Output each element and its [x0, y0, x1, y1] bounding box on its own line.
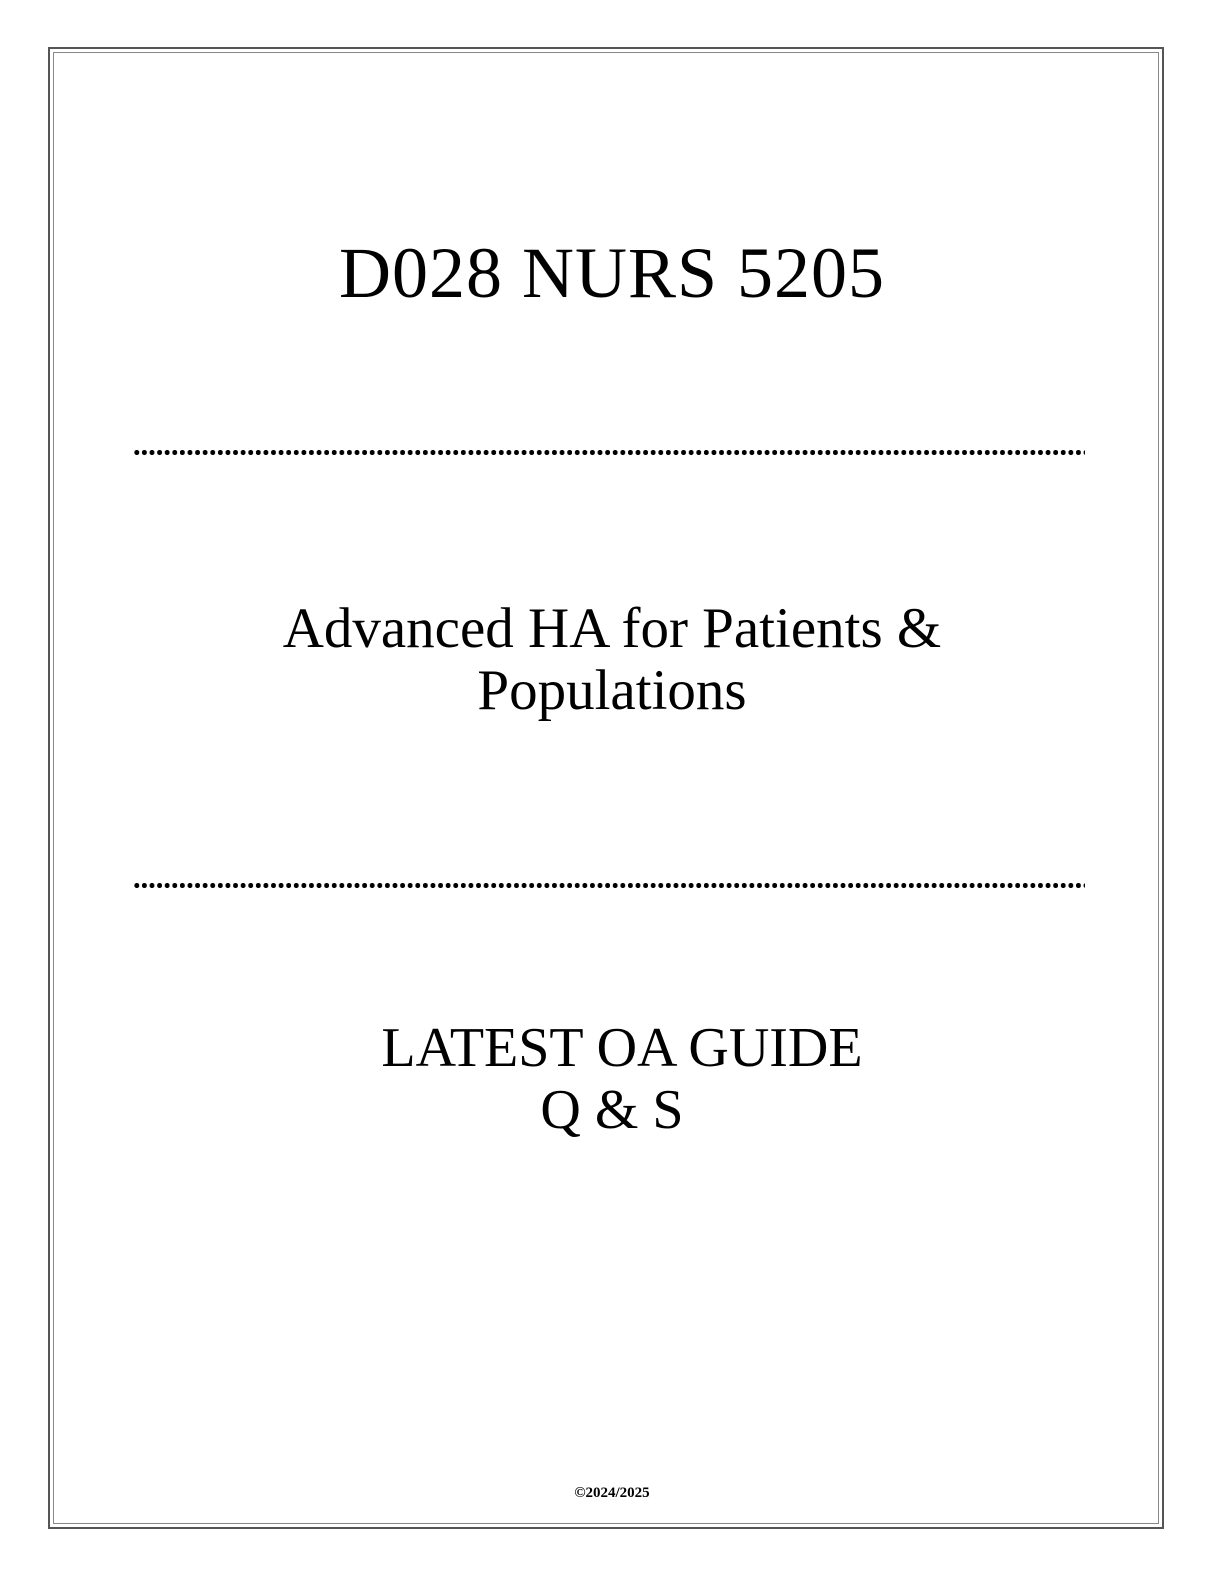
guide-title: [0, 1017, 1224, 1141]
dotted-divider-top: [133, 449, 1085, 456]
subtitle-line: Advanced HA for Patients &: [282, 597, 942, 660]
dotted-divider-bottom: [133, 882, 1085, 889]
guide-line: LATEST OA GUIDE: [381, 1017, 863, 1079]
guide-line: Q & S: [540, 1079, 684, 1141]
copyright-notice: ©2024/2025: [574, 1485, 650, 1501]
subtitle-line: Populations: [477, 659, 747, 722]
course-subtitle: [0, 598, 1224, 722]
course-title: D028 NURS 5205: [338, 233, 886, 313]
